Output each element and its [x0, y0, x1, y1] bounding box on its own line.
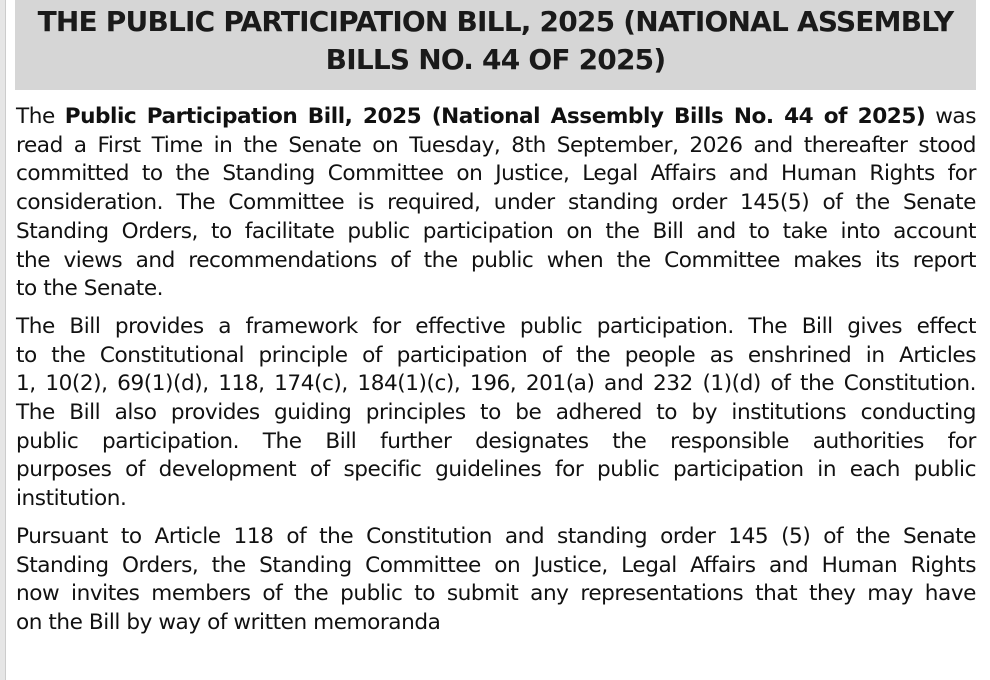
paragraph-line: institution.	[16, 486, 127, 512]
paragraph-line: now invites members of the public to submit any representations that they may have	[16, 581, 976, 607]
paragraph-line: The Bill provides a framework for effective public participation. The Bill gives effect	[16, 313, 976, 339]
paragraph-line: to the Constitutional principle of participation of the people as enshrined in Articles	[16, 342, 976, 368]
paragraph-bill-framework	[16, 313, 976, 514]
paragraph-line: read a First Time in the Senate on Tuesday, 8th September, 2026 and thereafter stood	[16, 132, 976, 158]
paragraph-line: consideration. The Committee is required, under standing order 145(5) of the Senate	[16, 190, 976, 216]
notice-title-line-2: BILLS NO. 44 OF 2025)	[325, 43, 666, 76]
paragraph-line: purposes of development of specific guidelines for public participation in each public	[16, 457, 976, 483]
paragraph-line: the views and recommendations of the public when the Committee makes its report	[16, 247, 976, 273]
paragraph-line: Standing Orders, the Standing Committee on Justice, Legal Affairs and Human Rights	[16, 552, 976, 578]
intro-text: The	[16, 104, 65, 129]
paragraph-line: 1, 10(2), 69(1)(d), 118, 174(c), 184(1)(c), 196, 201(a) and 232 (1)(d) of the Constitution.	[16, 371, 976, 397]
paragraph-line: to the Senate.	[16, 276, 164, 302]
notice-body	[16, 103, 976, 647]
paragraph-invitation	[16, 523, 976, 638]
paragraph-line: public participation. The Bill further designates the responsible authorities for	[16, 428, 976, 454]
intro-tail: was	[925, 104, 977, 129]
bill-name: Public Participation Bill, 2025 (National Assembly Bills No. 44 of 2025)	[64, 104, 926, 129]
paragraph-line: Pursuant to Article 118 of the Constitution and standing order 145 (5) of the Senate	[16, 523, 976, 549]
notice-title-line-1: THE PUBLIC PARTICIPATION BILL, 2025 (NATIONAL ASSEMBLY	[37, 5, 954, 38]
paragraph-line: The Bill also provides guiding principles to be adhered to by institutions conducting	[16, 400, 976, 426]
paragraph-bill-introduction	[16, 103, 976, 304]
paragraph-line: Standing Orders, to facilitate public participation on the Bill and to take into account	[16, 218, 976, 244]
notice-title	[15, 3, 976, 79]
page-left-edge	[0, 0, 6, 680]
paragraph-line	[16, 103, 976, 132]
paragraph-line: on the Bill by way of written memoranda	[16, 609, 441, 635]
paragraph-line: committed to the Standing Committee on Justice, Legal Affairs and Human Rights for	[16, 161, 976, 187]
